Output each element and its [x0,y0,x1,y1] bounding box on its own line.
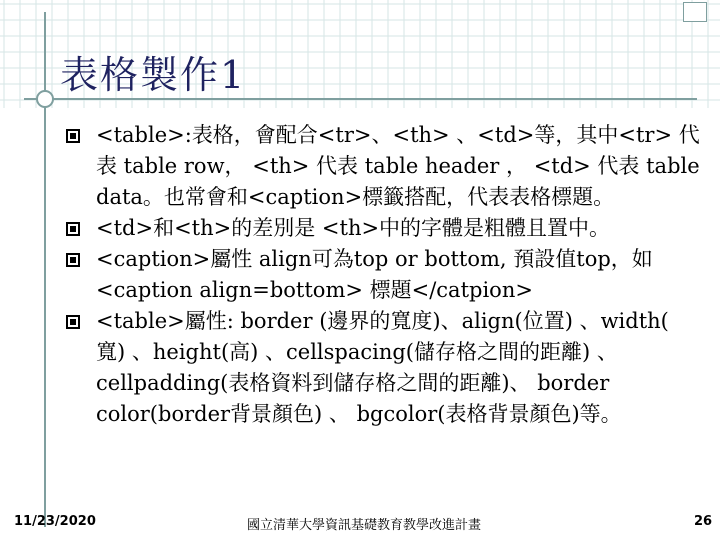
square-bullet-icon [66,129,80,143]
square-bullet-icon [66,315,80,329]
bullet-line: 表 table row， <th> 代表 table header ， <td> 代表 table [96,154,700,178]
square-bullet-icon [66,222,80,236]
footer-organization: 國立清華大學資訊基礎教育教學改進計畫 [247,518,482,533]
bullet-item [64,213,676,244]
bullet-line: <td>和<th>的差別是 <th>中的字體是粗體且置中。 [96,216,611,240]
bullet-line: cellpadding(表格資料到儲存格之間的距離)、 border [96,371,610,395]
square-bullet-icon [66,253,80,267]
bullet-line: <table>屬性: border (邊界的寬度)、align(位置) 、width( [96,309,669,333]
footer-date: 11/23/2020 [14,514,96,529]
corner-square-decoration [683,2,707,22]
bullet-line: <caption>屬性 align可為top or bottom, 預設值top，如 [96,247,653,271]
bullet-line: <table>:表格，會配合<tr>、<th> 、<td>等，其中<tr> 代 [96,123,700,147]
bullet-line: <caption align=bottom> 標題</catpion> [96,278,533,302]
bullet-line: 寬) 、height(高) 、cellspacing(儲存格之間的距離) 、 [96,340,618,364]
bullet-line: color(border背景顏色) 、 bgcolor(表格背景顏色)等。 [96,402,622,426]
bullet-item [64,306,676,430]
bullet-item [64,120,700,213]
bullet-list [64,120,700,430]
page-number: 26 [694,514,713,529]
bullet-item [64,244,676,306]
rule-circle-decoration [36,90,54,108]
slide-title: 表格製作1 [60,53,247,97]
bullet-line: data。也常會和<caption>標籤搭配，代表表格標題。 [96,185,615,209]
